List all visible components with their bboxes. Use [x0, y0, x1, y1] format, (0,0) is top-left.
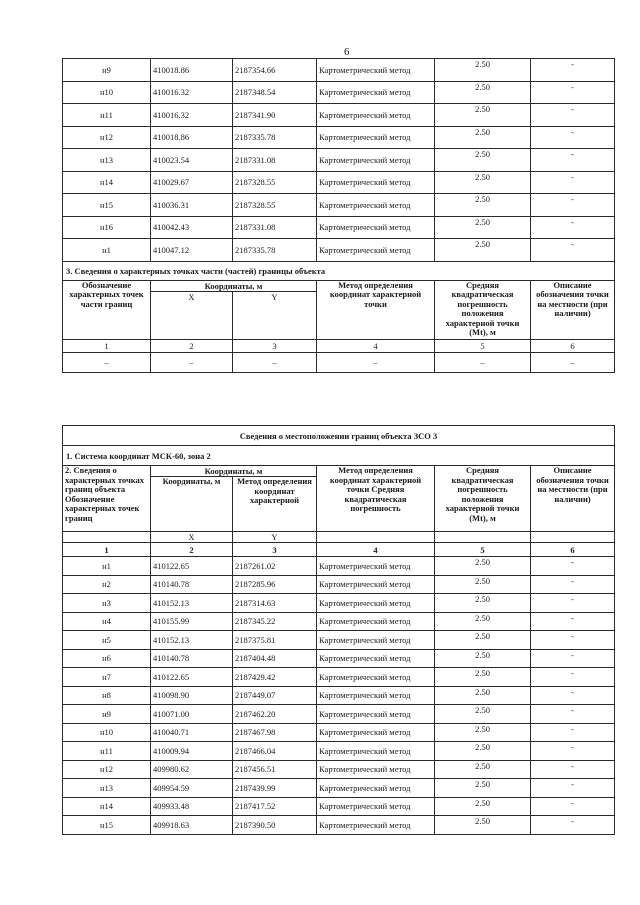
coord-y-cell: 2187354.66: [233, 59, 317, 82]
description-cell: -: [531, 81, 615, 104]
error-value-cell: 2.50: [435, 779, 531, 798]
method-cell: Картометрический метод: [317, 594, 435, 613]
point-name-cell: н12: [63, 126, 151, 149]
error-value-cell: 2.50: [435, 797, 531, 816]
error-value-cell: 2.50: [435, 81, 531, 104]
point-name-cell: н1: [63, 557, 151, 576]
method-cell: Картометрический метод: [317, 742, 435, 761]
table-row: [63, 779, 615, 798]
col-number: 5: [435, 339, 531, 352]
col-number: 3: [233, 543, 317, 557]
table-row: [63, 194, 615, 217]
coord-x-cell: 410018.86: [151, 59, 233, 82]
error-value-cell: 2.50: [435, 149, 531, 172]
error-value-cell: 2.50: [435, 723, 531, 742]
point-name-cell: н10: [63, 723, 151, 742]
error-value-cell: 2.50: [435, 575, 531, 594]
method-cell: Картометрический метод: [317, 575, 435, 594]
description-cell: -: [531, 723, 615, 742]
coord-x-cell: 410036.31: [151, 194, 233, 217]
points-table-continued: [62, 58, 615, 373]
col-number: 5: [435, 543, 531, 557]
coord-x-cell: 410023.54: [151, 149, 233, 172]
description-cell: -: [531, 612, 615, 631]
description-cell: -: [531, 216, 615, 239]
coord-x-cell: 409933.48: [151, 797, 233, 816]
description-cell: -: [531, 816, 615, 835]
method-cell: Картометрический метод: [317, 239, 435, 262]
zso3-table: [62, 425, 615, 835]
point-name-cell: н9: [63, 705, 151, 724]
coord-y-cell: 2187404.48: [233, 649, 317, 668]
error-value-cell: 2.50: [435, 126, 531, 149]
description-cell: -: [531, 631, 615, 650]
table-row: [63, 149, 615, 172]
point-name-cell: н11: [63, 742, 151, 761]
description-cell: -: [531, 59, 615, 82]
description-cell: -: [531, 742, 615, 761]
description-cell: -: [531, 686, 615, 705]
coord-y-cell: 2187261.02: [233, 557, 317, 576]
method-cell: Картометрический метод: [317, 705, 435, 724]
point-name-cell: н12: [63, 760, 151, 779]
dash-cell: –: [531, 352, 615, 372]
coord-x-cell: 410122.65: [151, 557, 233, 576]
coord-y-cell: 2187328.55: [233, 171, 317, 194]
table-row: [63, 594, 615, 613]
error-value-cell: 2.50: [435, 104, 531, 127]
coord-y-cell: 2187439.99: [233, 779, 317, 798]
error-value-cell: 2.50: [435, 631, 531, 650]
method-cell: Картометрический метод: [317, 557, 435, 576]
coord-y-cell: 2187331.08: [233, 216, 317, 239]
error-value-cell: 2.50: [435, 668, 531, 687]
error-value-cell: 2.50: [435, 594, 531, 613]
table-row: [63, 126, 615, 149]
col-number: 1: [63, 339, 151, 352]
table-row: [63, 216, 615, 239]
coord-y-cell: 2187456.51: [233, 760, 317, 779]
header-method: Метод определения координат характерной точки: [317, 280, 435, 339]
error-value-cell: 2.50: [435, 612, 531, 631]
description-cell: -: [531, 557, 615, 576]
error-value-cell: 2.50: [435, 557, 531, 576]
description-cell: -: [531, 779, 615, 798]
method-cell: Картометрический метод: [317, 760, 435, 779]
description-cell: -: [531, 194, 615, 217]
table-row: [63, 649, 615, 668]
header-coordinates: Координаты, м: [151, 280, 317, 291]
table-row: [63, 686, 615, 705]
coord-x-cell: 409980.62: [151, 760, 233, 779]
error-value-cell: 2.50: [435, 742, 531, 761]
header-coordinates: Координаты, м: [151, 466, 317, 477]
method-cell: Картометрический метод: [317, 612, 435, 631]
table-row: [63, 760, 615, 779]
method-cell: Картометрический метод: [317, 631, 435, 650]
error-value-cell: 2.50: [435, 705, 531, 724]
point-name-cell: н2: [63, 575, 151, 594]
coord-x-cell: 410029.67: [151, 171, 233, 194]
description-cell: -: [531, 171, 615, 194]
coord-y-cell: 2187345.22: [233, 612, 317, 631]
coord-y-cell: 2187375.81: [233, 631, 317, 650]
point-name-cell: н4: [63, 612, 151, 631]
error-value-cell: 2.50: [435, 649, 531, 668]
error-value-cell: 2.50: [435, 194, 531, 217]
dash-cell: –: [233, 352, 317, 372]
header-y: Y: [233, 291, 317, 339]
point-name-cell: н15: [63, 194, 151, 217]
table-row: [63, 104, 615, 127]
coord-y-cell: 2187335.78: [233, 126, 317, 149]
col-number: 2: [151, 339, 233, 352]
point-name-cell: н15: [63, 816, 151, 835]
point-name-cell: н5: [63, 631, 151, 650]
col-number: 6: [531, 339, 615, 352]
coord-y-cell: 2187429.42: [233, 668, 317, 687]
coord-y-cell: 2187328.55: [233, 194, 317, 217]
description-cell: -: [531, 668, 615, 687]
table-row: [63, 797, 615, 816]
coord-x-cell: 410140.78: [151, 575, 233, 594]
method-cell: Картометрический метод: [317, 104, 435, 127]
coord-y-cell: 2187449.07: [233, 686, 317, 705]
col-number: 4: [317, 543, 435, 557]
table-row: [63, 557, 615, 576]
dash-cell: –: [151, 352, 233, 372]
method-cell: Картометрический метод: [317, 686, 435, 705]
point-name-cell: н10: [63, 81, 151, 104]
table-row: [63, 816, 615, 835]
coord-y-cell: 2187462.20: [233, 705, 317, 724]
table-row: [63, 742, 615, 761]
table-row: [63, 575, 615, 594]
description-cell: -: [531, 149, 615, 172]
coord-x-cell: 410152.13: [151, 631, 233, 650]
method-cell: Картометрический метод: [317, 149, 435, 172]
description-cell: -: [531, 126, 615, 149]
page-number: 6: [344, 46, 350, 58]
point-name-cell: н11: [63, 104, 151, 127]
description-cell: -: [531, 239, 615, 262]
description-cell: -: [531, 575, 615, 594]
coord-y-cell: 2187335.78: [233, 239, 317, 262]
description-cell: -: [531, 705, 615, 724]
dash-cell: –: [317, 352, 435, 372]
point-name-cell: н16: [63, 216, 151, 239]
point-name-cell: н13: [63, 149, 151, 172]
header-point-info: 2. Сведения о характерных точках границ объекта Обозначение характерных точек границ: [63, 466, 151, 532]
table2-title: Сведения о местоположении границ объекта ЗСО 3: [63, 426, 615, 446]
table-row: [63, 239, 615, 262]
method-cell: Картометрический метод: [317, 171, 435, 194]
header-error: Средняя квадратическая погрешность положения характерной точки (Mt), м: [435, 280, 531, 339]
method-cell: Картометрический метод: [317, 797, 435, 816]
method-cell: Картометрический метод: [317, 779, 435, 798]
empty-cell: [531, 532, 615, 543]
description-cell: -: [531, 594, 615, 613]
table-row: [63, 81, 615, 104]
col-number: 6: [531, 543, 615, 557]
coord-x-cell: 410122.65: [151, 668, 233, 687]
point-name-cell: н8: [63, 686, 151, 705]
method-cell: Картометрический метод: [317, 81, 435, 104]
col-number: 4: [317, 339, 435, 352]
table-row: [63, 612, 615, 631]
header-x: X: [151, 291, 233, 339]
coord-y-cell: 2187466.04: [233, 742, 317, 761]
coord-x-cell: 410016.32: [151, 81, 233, 104]
coord-x-cell: 410016.32: [151, 104, 233, 127]
point-name-cell: н6: [63, 649, 151, 668]
coord-x-cell: 410047.12: [151, 239, 233, 262]
table-row: [63, 171, 615, 194]
header-method: Метод определения координат характерной точки Средняя квадратическая погрешность: [317, 466, 435, 532]
error-value-cell: 2.50: [435, 59, 531, 82]
coord-y-cell: 2187341.90: [233, 104, 317, 127]
header-description: Описание обозначения точки на местности (при наличии): [531, 466, 615, 532]
description-cell: -: [531, 797, 615, 816]
point-name-cell: н14: [63, 797, 151, 816]
point-name-cell: н14: [63, 171, 151, 194]
coord-x-cell: 410009.94: [151, 742, 233, 761]
coord-x-cell: 410152.13: [151, 594, 233, 613]
error-value-cell: 2.50: [435, 239, 531, 262]
coord-y-cell: 2187348.54: [233, 81, 317, 104]
empty-cell: [317, 532, 435, 543]
dash-cell: –: [435, 352, 531, 372]
coord-y-cell: 2187417.52: [233, 797, 317, 816]
header-y: Y: [233, 532, 317, 543]
point-name-cell: н7: [63, 668, 151, 687]
section3-title: 3. Сведения о характерных точках части (частей) границы объекта: [63, 261, 615, 280]
col-number: 2: [151, 543, 233, 557]
coord-x-cell: 410042.43: [151, 216, 233, 239]
coord-y-cell: 2187314.63: [233, 594, 317, 613]
empty-cell: [63, 532, 151, 543]
method-cell: Картометрический метод: [317, 668, 435, 687]
header-description: Описание обозначения точки на местности (при наличии): [531, 280, 615, 339]
description-cell: -: [531, 760, 615, 779]
coord-x-cell: 410018.86: [151, 126, 233, 149]
coord-x-cell: 409954.59: [151, 779, 233, 798]
coord-x-cell: 410071.00: [151, 705, 233, 724]
coord-x-cell: 409918.63: [151, 816, 233, 835]
table-row: [63, 723, 615, 742]
method-cell: Картометрический метод: [317, 649, 435, 668]
coord-x-cell: 410098.90: [151, 686, 233, 705]
error-value-cell: 2.50: [435, 171, 531, 194]
method-cell: Картометрический метод: [317, 59, 435, 82]
method-cell: Картометрический метод: [317, 216, 435, 239]
description-cell: -: [531, 104, 615, 127]
method-cell: Картометрический метод: [317, 816, 435, 835]
point-name-cell: н3: [63, 594, 151, 613]
table-row: [63, 668, 615, 687]
coord-y-cell: 2187285.96: [233, 575, 317, 594]
section1-title: 1. Система координат МСК-60, зона 2: [63, 446, 615, 466]
header-sub-coordinates: Координаты, м: [151, 477, 233, 532]
method-cell: Картометрический метод: [317, 194, 435, 217]
header-x: X: [151, 532, 233, 543]
table-row: [63, 705, 615, 724]
coord-x-cell: 410155.99: [151, 612, 233, 631]
coord-x-cell: 410140.78: [151, 649, 233, 668]
point-name-cell: н13: [63, 779, 151, 798]
table-row: [63, 631, 615, 650]
error-value-cell: 2.50: [435, 816, 531, 835]
header-sub-method: Метод определения координат характерной: [233, 477, 317, 532]
col-number: 3: [233, 339, 317, 352]
col-number: 1: [63, 543, 151, 557]
error-value-cell: 2.50: [435, 686, 531, 705]
coord-y-cell: 2187331.08: [233, 149, 317, 172]
error-value-cell: 2.50: [435, 216, 531, 239]
method-cell: Картометрический метод: [317, 723, 435, 742]
coord-y-cell: 2187467.98: [233, 723, 317, 742]
point-name-cell: н9: [63, 59, 151, 82]
error-value-cell: 2.50: [435, 760, 531, 779]
coord-y-cell: 2187390.50: [233, 816, 317, 835]
dash-cell: –: [63, 352, 151, 372]
header-point-name: Обозначение характерных точек части границ: [63, 280, 151, 339]
point-name-cell: н1: [63, 239, 151, 262]
coord-x-cell: 410040.71: [151, 723, 233, 742]
header-error: Средняя квадратическая погрешность положения характерной точки (Mt), м: [435, 466, 531, 532]
table-row: [63, 59, 615, 82]
empty-cell: [435, 532, 531, 543]
method-cell: Картометрический метод: [317, 126, 435, 149]
description-cell: -: [531, 649, 615, 668]
